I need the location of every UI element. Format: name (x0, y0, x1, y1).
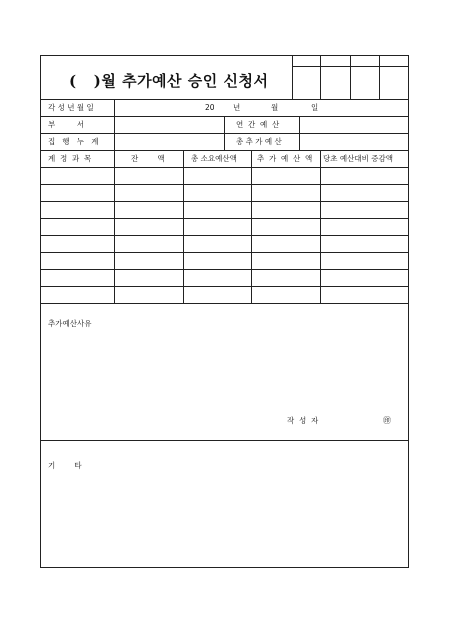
dept-label: 부 서 (48, 120, 84, 129)
annual-budget-label: 연 간 예 산 (236, 120, 280, 129)
header-total-required: 총 소요예산액 (191, 154, 237, 163)
approval-box-divider (379, 56, 380, 99)
author-label: 작 성 자 (287, 416, 319, 425)
seal-mark: ㊞ (383, 416, 391, 425)
date-label: 각 성 년 월 일 (48, 103, 94, 112)
header-additional: 추 가 예 산 액 (257, 154, 313, 163)
etc-label: 기 타 (48, 461, 82, 470)
total-add-budget-label: 총 추 가 예 산 (236, 137, 282, 146)
approval-box-border (292, 56, 293, 99)
approval-box-divider (320, 56, 321, 99)
date-day-unit: 일 (311, 103, 319, 112)
date-year-unit: 년 (233, 103, 241, 112)
budget-approval-form (40, 55, 409, 568)
exec-total-label: 집 행 누 계 (48, 137, 99, 146)
header-change: 당초 예산대비 증감액 (323, 154, 393, 163)
approval-box-line (292, 66, 409, 67)
header-balance: 잔 액 (131, 154, 165, 163)
approval-box-divider (350, 56, 351, 99)
header-account: 계 정 과 목 (48, 154, 92, 163)
date-month-unit: 월 (271, 103, 279, 112)
form-title: ( )월 추가예산 승인 신청서 (69, 72, 269, 90)
date-year: 20 (205, 103, 215, 112)
reason-label: 추가예산사유 (48, 319, 92, 328)
